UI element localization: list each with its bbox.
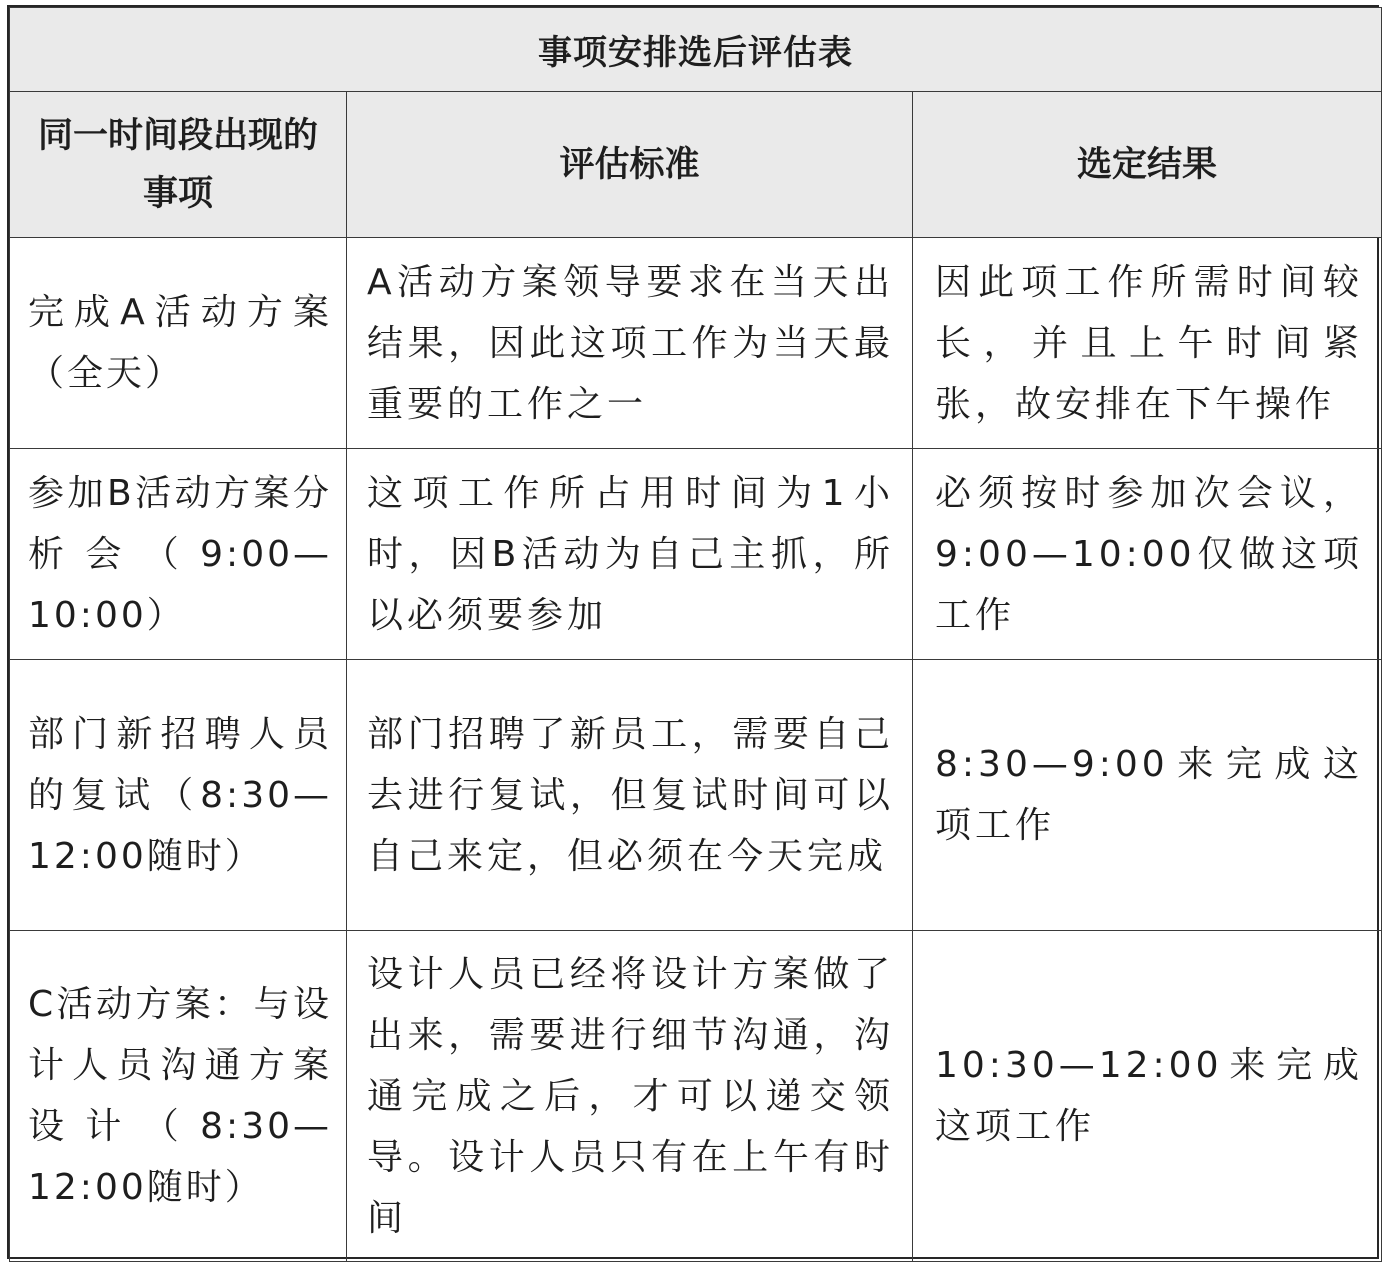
row-criteria: A活动方案领导要求在当天出结果，因此这项工作为当天最重要的工作之一 — [347, 238, 913, 449]
evaluation-table — [9, 7, 1382, 1262]
row-item: 完成A活动方案（全天） — [10, 238, 347, 449]
row-criteria: 这项工作所占用时间为1小时，因B活动为自己主抓，所以必须要参加 — [347, 449, 913, 660]
row-result: 10:30—12:00来完成这项工作 — [913, 931, 1382, 1262]
row-criteria: 设计人员已经将设计方案做了出来，需要进行细节沟通，沟通完成之后，才可以递交领导。设计人员只有在上午有时间 — [347, 931, 913, 1262]
row-result: 因此项工作所需时间较长，并且上午时间紧张，故安排在下午操作 — [913, 238, 1382, 449]
header-criteria: 评估标准 — [347, 92, 913, 238]
table-row — [10, 931, 1382, 1262]
evaluation-table-container — [7, 5, 1379, 1259]
row-item: C活动方案：与设计人员沟通方案设计（8:30—12:00随时） — [10, 931, 347, 1262]
row-criteria: 部门招聘了新员工，需要自己去进行复试，但复试时间可以自己来定，但必须在今天完成 — [347, 660, 913, 931]
row-result: 必须按时参加次会议，9:00—10:00仅做这项工作 — [913, 449, 1382, 660]
header-result: 选定结果 — [913, 92, 1382, 238]
table-title: 事项安排选后评估表 — [10, 8, 1382, 92]
row-item: 参加B活动方案分析会（9:00—10:00） — [10, 449, 347, 660]
table-row — [10, 660, 1382, 931]
table-header-row — [10, 92, 1382, 238]
table-row — [10, 238, 1382, 449]
row-item: 部门新招聘人员的复试（8:30—12:00随时） — [10, 660, 347, 931]
table-row — [10, 449, 1382, 660]
header-items: 同一时间段出现的事项 — [10, 92, 347, 238]
table-title-row — [10, 8, 1382, 92]
row-result: 8:30—9:00来完成这项工作 — [913, 660, 1382, 931]
